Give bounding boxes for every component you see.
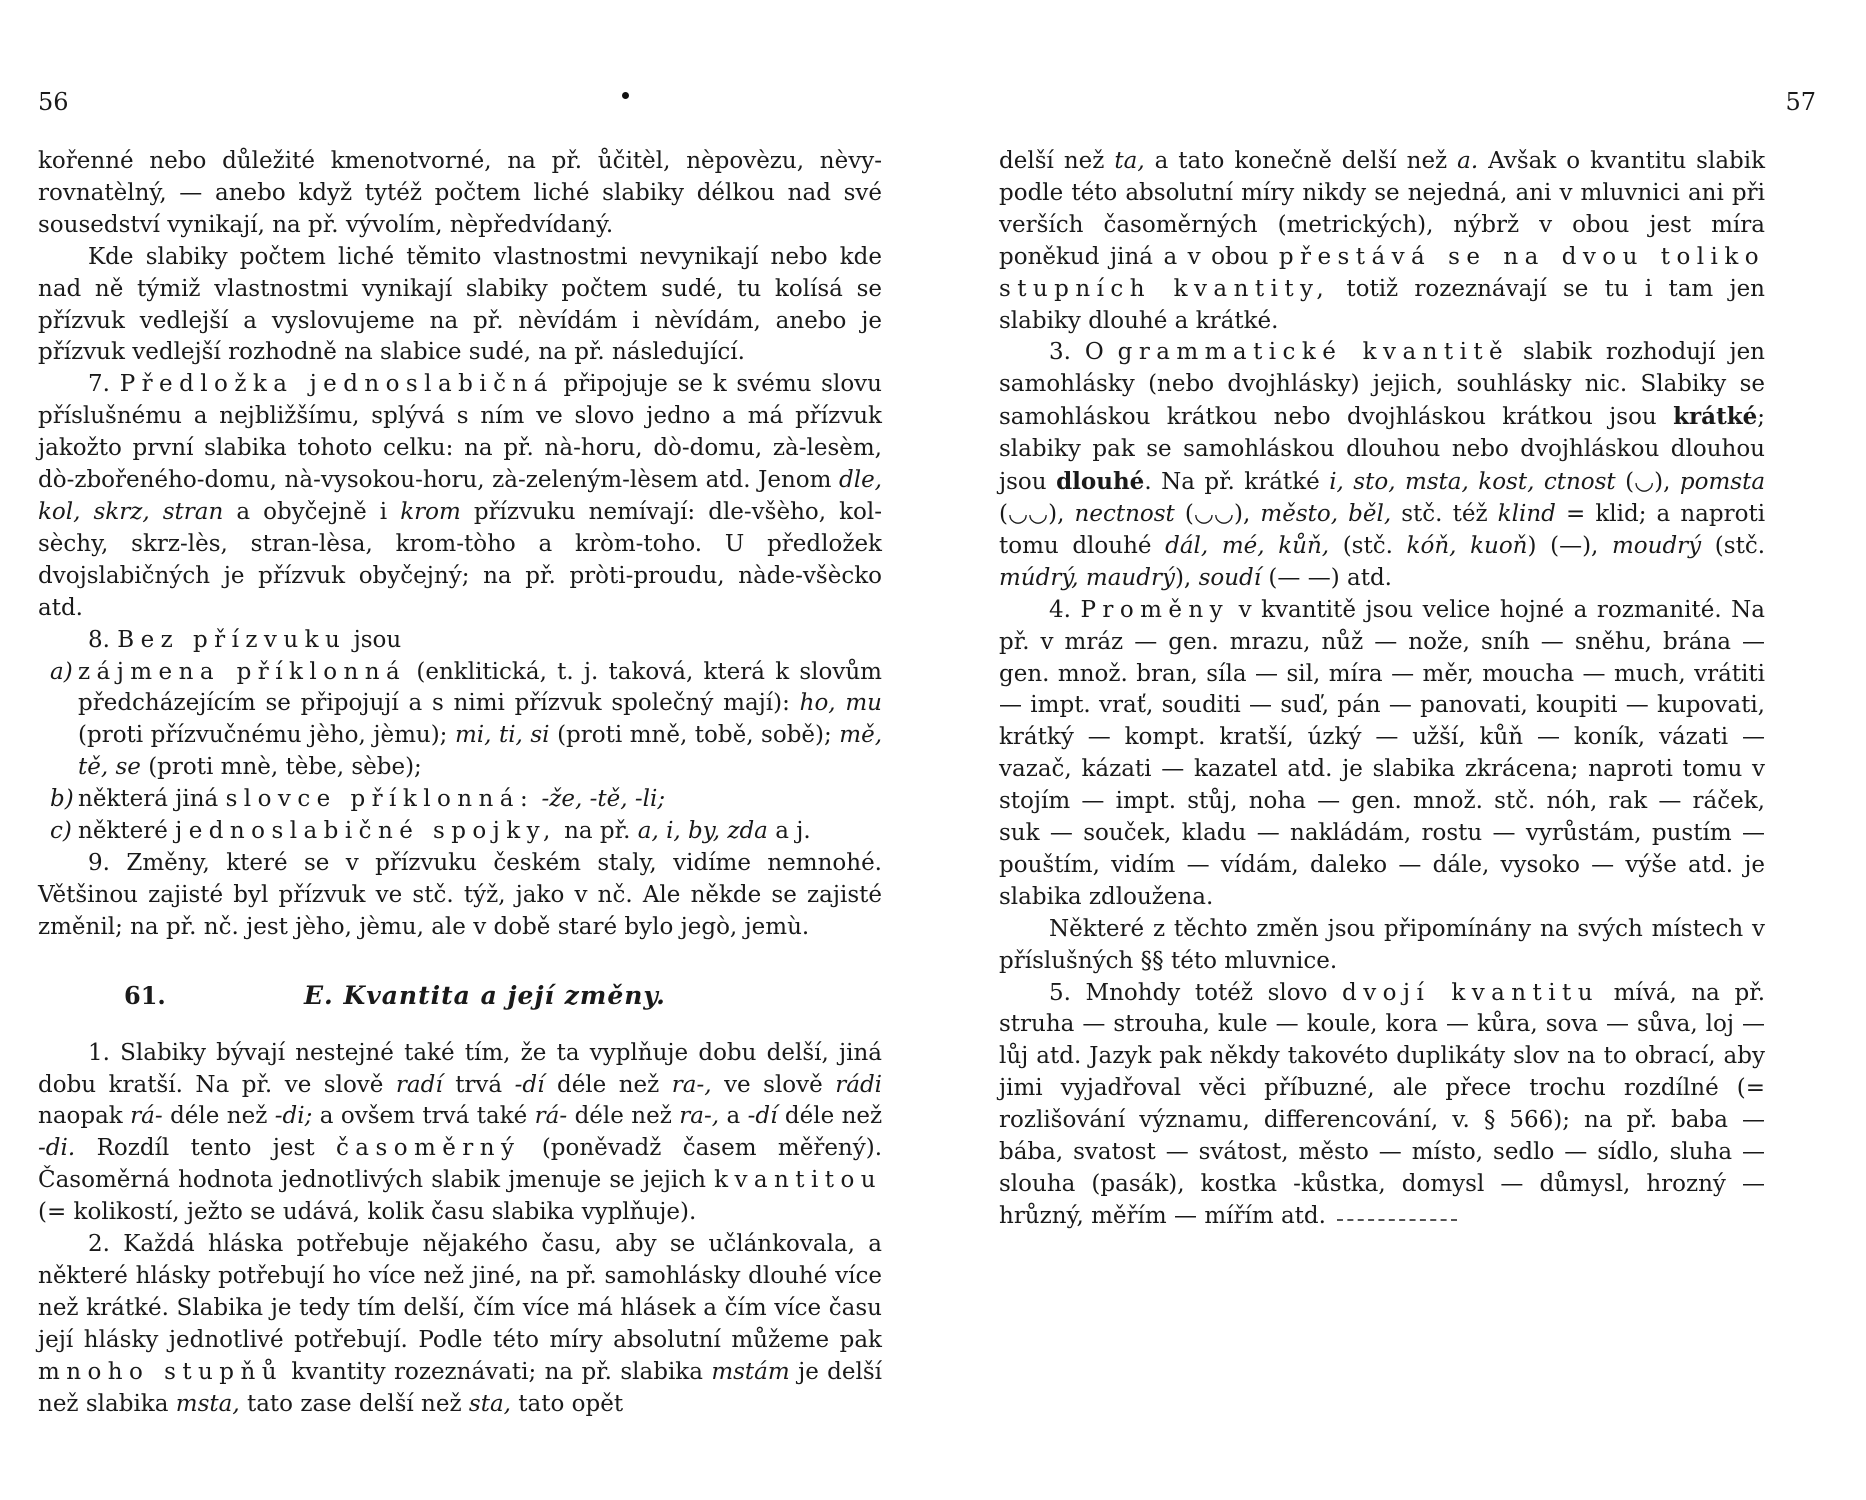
paragraph-4: 4. Proměny v kvantitě jsou velice hojné a rozmanité. Na př. v mráz — gen. mrazu, nůž — nože, sníh — sněhu, brána — gen. množ. bran, síla — sil, míra — měr, moucha — much, vrátiti — impt. vrať, souditi — suď, pán — panovati, koupiti — kupovati, krátký — kompt. kratší, úzký — užší, kůň — koník, vázati — vazač, kázati — kazatel atd. je slabika zkrácena; naproti tomu v stojím — impt. stůj, noha — gen. množ. stč. nóh, rak — ráček, suk — souček, kladu — nakládám, rostu — vyrůstám, pustím — pouštím, vidím — vídám, daleko — dále, vysoko — výše atd. je slabika zdloužena. [999, 596, 1766, 910]
paragraph-8: 8. Bez přízvuku jsou [88, 626, 402, 653]
section-heading [38, 980, 882, 1020]
paragraph-5: 5. Mnohdy totéž slovo dvojí kvantitu mívá, na př. struha — strouha, kule — koule, kora — kůra, sova — sůva, loj — lůj atd. Jazyk pak někdy takovéto duplikáty slov na to obrací, aby jimi vyjadřoval věci příbuzné, ale přece trochu rozdílné (= rozlišování významu, differencování, v. § 566); na př. baba — bába, svatost — svátost, město — místo, sedlo — sídlo, sluha — slouha (pasák), kostka -kůstka, domysl — důmysl, hrozný — hrůzný, měřím — mířím atd. [999, 979, 1765, 1229]
right-text-column [999, 146, 1765, 1233]
paragraph-7: 7. Předložka jednoslabičná připojuje se k svému slovu příslušnému a nejbližšímu, splývá s ním ve slovo jedno a má přízvuk jakožto první slabika tohoto celku: na př. nà-horu, dò-domu, zà-lesèm, dò-zbořeného-domu, nà-vysokou-horu, zà-zeleným-lèsem atd. Jenom dle, kol, skrz, stran a obyčejně i krom přízvuku nemívají: dle-všèho, kol-sèchy, skrz-lès, stran-lèsa, krom-tòho a kròm-toho. U předložek dvojslabičných je přízvuk obyčejný; na př. pròti-proudu, nàde-všècko atd. [38, 371, 883, 621]
section-number: 61. [124, 980, 166, 1010]
right-page [933, 0, 1866, 1500]
section-paragraph-2: 2. Každá hláska potřebuje nějakého času, aby se učlánkovala, a některé hlásky potřebují ho více než jiné, na př. samohlásky dlouhé více než krátké. Slabika je tedy tím delší, čím více má hlásek a čím více času její hlásky jednotlivé potřebují. Podle této míry absolutní můžeme pak mnoho stupňů kvantity rozeznávati; na př. slabika mstám je delší než slabika msta, tato zase delší než sta, tato opět [38, 1231, 883, 1417]
list-item-a: a) zájmena příklonná (enklitická, t. j. taková, která k slovům předcházejícím se připojují a s nimi přízvuk společný mají): ho, mu (proti přízvučnému jèho, jèmu); mi, ti, si (proti mně, tobě, sobě); mě, tě, se (proti mnè, tèbe, sèbe); [50, 658, 883, 781]
page-number-right: 57 [1785, 88, 1816, 116]
list-item-b: b) některá jiná slovce příklonná: -že, -tě, -li; [50, 786, 666, 813]
list-item-c: c) některé jednoslabičné spojky, na př. a, i, by, zda a j. [50, 818, 811, 845]
left-text-column [38, 146, 882, 1421]
paragraph-9: 9. Změny, které se v přízvuku českém staly, vidíme nemnohé. Většinou zajisté byl přízvuk ve stč. týž, jako v nč. Ale někde se zajisté změnil; na př. nč. jest jèho, jèmu, ale v době staré bylo jegò, jemù. [38, 849, 882, 940]
paragraph-continued: delší než ta, a tato konečně delší než a. Avšak o kvantitu slabik podle této absolutní míry nikdy se nejedná, ani v mluvnici ani při verších časoměrných (metrických), nýbrž v obou jest míra poněkud jiná a v obou přestává se na dvou toliko stupních kvantity, totiž rozeznávají se tu i tam jen slabiky dlouhé a krátké. [999, 148, 1766, 334]
paragraph: Kde slabiky počtem liché těmito vlastnostmi nevynikají nebo kde nad ně týmiž vlastnostmi vynikají slabiky počtem sudé, tu kolísá se přízvuk vedlejší a vyslovujeme na př. nèvídám i nèvídám, anebo je přízvuk vedlejší rozhodně na slabice sudé, na př. následující. [38, 243, 882, 366]
paragraph-4-note: Některé z těchto změn jsou připomínány na svých místech v příslušných §§ této mluvnice. [999, 915, 1765, 974]
center-dot [622, 92, 629, 99]
end-rule [1337, 1219, 1457, 1221]
page-number-left: 56 [38, 88, 69, 116]
section-title: E. Kvantita a její změny. [304, 980, 666, 1010]
paragraph-continued: kořenné nebo důležité kmenotvorné, na př. ůčitèl, nèpovèzu, nèvy-rovnatèlný, — anebo když tytéž počtem liché slabiky délkou nad své sousedství vynikají, na př. vývolím, nèpředvídaný. [38, 148, 882, 238]
paragraph-3: 3. O grammatické kvantitě slabik rozhodují jen samohlásky (nebo dvojhlásky) jejich, souhlásky nic. Slabiky se samohláskou krátkou nebo dvojhláskou krátkou jsou krátké; slabiky pak se samohláskou dlouhou nebo dvojhláskou dlouhou jsou dlouhé. Na př. krátké i, sto, msta, kost, ctnost (◡), pomsta (◡◡), nectnost (◡◡), město, běl, stč. též klind = klid; a naproti tomu dlouhé dál, mé, kůň, (stč. kóň, kuoň) (—), moudrý (stč. múdrý, maudrý), soudí (— —) atd. [999, 339, 1766, 591]
section-paragraph-1: 1. Slabiky bývají nestejné také tím, že ta vyplňuje dobu delší, jiná dobu kratší. Na př. ve slově radí trvá -dí déle než ra-, ve slově rádi naopak rá- déle než -di; a ovšem trvá také rá- déle než ra-, a -dí déle než -di. Rozdíl tento jest časoměrný (poněvadž časem měřený). Časoměrná hodnota jednotlivých slabik jmenuje se jejich kvantitou (= kolikostí, ježto se udává, kolik času slabika vyplňuje). [38, 1039, 883, 1226]
